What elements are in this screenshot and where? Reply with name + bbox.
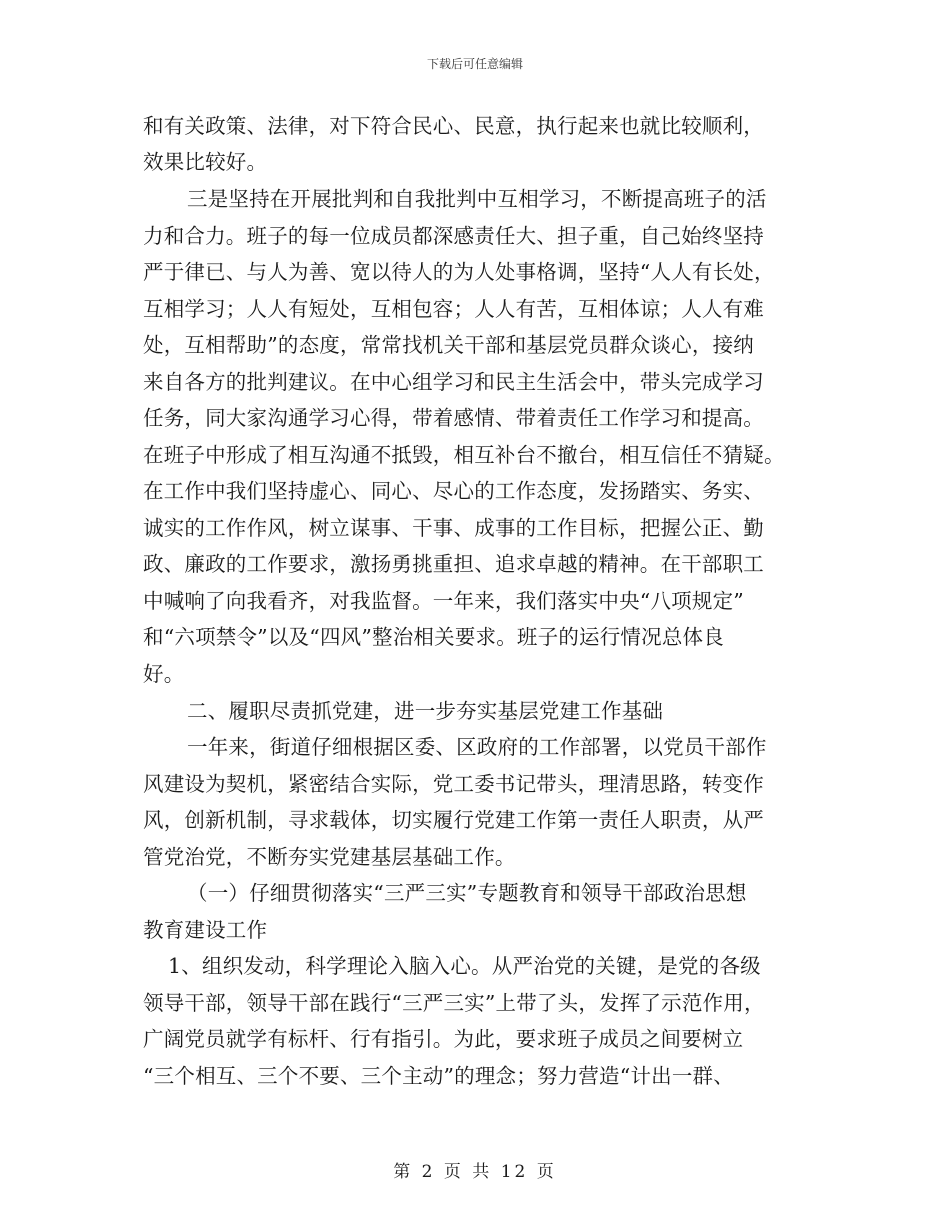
text-line: 在工作中我们坚持虚心、同心、尽心的工作态度，发扬踏实、务实、 bbox=[143, 479, 764, 503]
text-line: 互相学习；人人有短处，互相包容；人人有苦，互相体谅；人人有难 bbox=[143, 297, 764, 321]
subsection-heading: 教育建设工作 bbox=[143, 918, 268, 942]
text-line: 1、组织发动，科学理论入脑入心。从严治党的关键，是党的各级 bbox=[168, 954, 761, 978]
text-line: 任务，同大家沟通学习心得，带着感情、带着责任工作学习和提高。 bbox=[143, 406, 764, 430]
text-line: 广阔党员就学有标杆、行有指引。为此，要求班子成员之间要树立 bbox=[143, 1027, 744, 1051]
text-line: “三个相互、三个不要、三个主动”的理念；努力营造“计出一群、 bbox=[143, 1064, 734, 1088]
text-line: 在班子中形成了相互沟通不抵毁，相互补台不撤台，相互信任不猜疑。 bbox=[143, 443, 785, 467]
text-line: 管党治党，不断夯实党建基层基础工作。 bbox=[143, 845, 516, 869]
text-line: 和“六项禁令”以及“四风”整治相关要求。班子的运行情况总体良 bbox=[143, 625, 724, 649]
text-line: 一年来，街道仔细根据区委、区政府的工作部署，以党员干部作 bbox=[187, 735, 767, 759]
text-line: 中喊响了向我看齐，对我监督。一年来，我们落实中央“八项规定” bbox=[143, 589, 744, 613]
page-header: 下载后可任意编辑 bbox=[426, 57, 523, 71]
text-line: 严于律已、与人为善、宽以待人的为人处事格调，坚持“人人有长处， bbox=[143, 260, 775, 284]
text-line: 效果比较好。 bbox=[143, 150, 268, 174]
text-line: 诚实的工作作风，树立谋事、干事、成事的工作目标，把握公正、勤 bbox=[143, 516, 764, 540]
text-line: 风建设为契机，紧密结合实际，党工委书记带头，理清思路，转变作 bbox=[143, 772, 764, 796]
section-heading: 二、履职尽责抓党建，进一步夯实基层党建工作基础 bbox=[187, 699, 664, 723]
text-line: 领导干部，领导干部在践行“三严三实”上带了头，发挥了示范作用， bbox=[143, 991, 765, 1015]
text-line: 风，创新机制，寻求载体，切实履行党建工作第一责任人职责，从严 bbox=[143, 808, 764, 832]
text-line: 力和合力。班子的每一位成员都深感责任大、担子重，自己始终坚持 bbox=[143, 224, 764, 248]
text-line: 和有关政策、法律，对下符合民心、民意，执行起来也就比较顺利， bbox=[143, 114, 764, 138]
text-line: 三是坚持在开展批判和自我批判中互相学习，不断提高班子的活 bbox=[187, 187, 767, 211]
text-line: 政、廉政的工作要求，激扬勇挑重担、追求卓越的精神。在干部职工 bbox=[143, 552, 764, 576]
text-line: 来自各方的批判建议。在中心组学习和民主生活会中，带头完成学习 bbox=[143, 370, 764, 394]
text-line: 好。 bbox=[143, 662, 185, 686]
page-footer: 第 2 页 共 12 页 bbox=[393, 1162, 557, 1182]
text-line: 处，互相帮助”的态度，常常找机关干部和基层党员群众谈心，接纳 bbox=[143, 333, 754, 357]
subsection-heading: （一）仔细贯彻落实“三严三实”专题教育和领导干部政治思想 bbox=[187, 881, 747, 905]
